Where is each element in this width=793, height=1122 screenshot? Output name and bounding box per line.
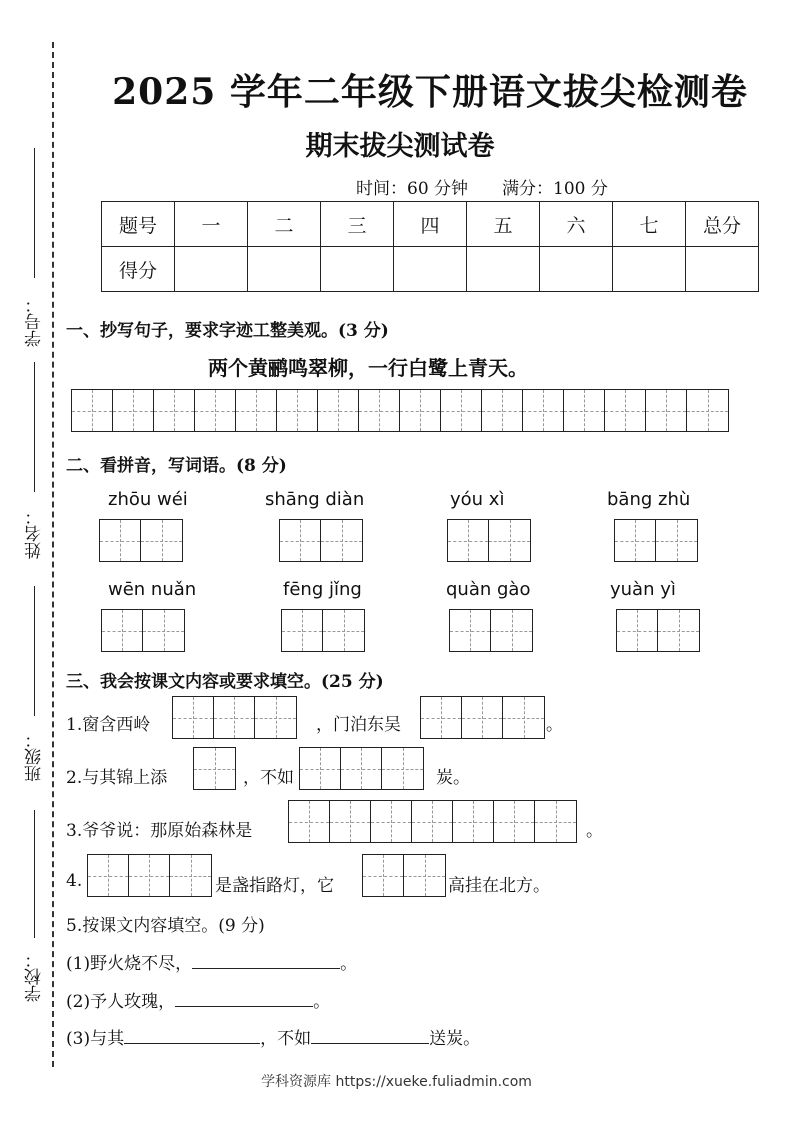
writing-cell[interactable]: [154, 390, 195, 431]
score-header-cell: 六: [540, 202, 613, 247]
section1-heading: 一、抄写句子，要求字迹工整美观。(3 分): [66, 321, 389, 341]
writing-cell[interactable]: [489, 520, 530, 561]
word-grid[interactable]: [279, 519, 363, 562]
score-row-label: 得分: [102, 247, 175, 292]
writing-cell[interactable]: [462, 697, 503, 738]
writing-cell[interactable]: [371, 801, 412, 842]
writing-cell[interactable]: [400, 390, 441, 431]
q5-1-text: (1)野火烧不尽，: [66, 954, 193, 974]
q5-3-blank-b[interactable]: [311, 1026, 429, 1044]
q5-2-blank[interactable]: [175, 989, 313, 1007]
writing-cell[interactable]: [615, 520, 656, 561]
score-table-header-row: [102, 202, 759, 247]
writing-cell[interactable]: [141, 520, 182, 561]
score-input-cell[interactable]: [175, 247, 248, 292]
writing-cell[interactable]: [412, 801, 453, 842]
q5-2-end: 。: [313, 992, 331, 1012]
q5-3-mid: ，不如: [260, 1029, 312, 1049]
writing-cell[interactable]: [173, 697, 214, 738]
score-header-cell: 三: [321, 202, 394, 247]
class-line: [34, 586, 35, 716]
writing-cell[interactable]: [404, 855, 445, 896]
q2-text-c: 炭。: [436, 768, 470, 788]
q2-text-a: 2.与其锦上添: [66, 768, 168, 788]
exam-meta: [356, 174, 642, 199]
writing-cell[interactable]: [321, 520, 362, 561]
q5-1-end: 。: [340, 954, 358, 974]
writing-cell[interactable]: [129, 855, 170, 896]
q5-1-line: [66, 949, 357, 974]
class-label: 班级：: [25, 731, 45, 782]
score-input-cell[interactable]: [394, 247, 467, 292]
word-grid[interactable]: [447, 519, 531, 562]
school-line: [34, 810, 35, 938]
score-input-cell[interactable]: [613, 247, 686, 292]
pinyin-label: zhōu wéi: [108, 489, 188, 510]
q2-grid-b[interactable]: [299, 747, 424, 790]
writing-cell[interactable]: [450, 610, 491, 651]
score-header-cell: 一: [175, 202, 248, 247]
writing-cell[interactable]: [323, 610, 364, 651]
footer-source: 学科资源库 https://xueke.fuliadmin.com: [261, 1074, 532, 1090]
score-header-cell: 五: [467, 202, 540, 247]
writing-cell[interactable]: [491, 610, 532, 651]
score-table-score-row: [102, 247, 759, 292]
writing-cell[interactable]: [441, 390, 482, 431]
writing-cell[interactable]: [300, 748, 341, 789]
writing-cell[interactable]: [494, 801, 535, 842]
q5-3-line: [66, 1024, 480, 1049]
score-input-cell[interactable]: [467, 247, 540, 292]
word-grid[interactable]: [99, 519, 183, 562]
q5-3-blank-a[interactable]: [124, 1026, 260, 1044]
writing-cell[interactable]: [72, 390, 113, 431]
writing-cell[interactable]: [448, 520, 489, 561]
writing-cell[interactable]: [277, 390, 318, 431]
writing-cell[interactable]: [318, 390, 359, 431]
q3-text-b: 。: [586, 821, 603, 841]
q1-text-a: 1.窗含西岭: [66, 715, 151, 735]
word-grid[interactable]: [449, 609, 533, 652]
name-line: [34, 362, 35, 492]
copy-sentence: 两个黄鹂鸣翠柳，一行白鹭上青天。: [208, 356, 528, 380]
q3-grid[interactable]: [288, 800, 577, 843]
section3-heading: 三、我会按课文内容或要求填空。(25 分): [66, 672, 384, 692]
writing-cell[interactable]: [194, 748, 235, 789]
writing-cell[interactable]: [143, 610, 184, 651]
section2-heading: 二、看拼音，写词语。(8 分): [66, 456, 287, 476]
writing-cell[interactable]: [687, 390, 728, 431]
pinyin-label: bāng zhù: [607, 489, 691, 510]
writing-cell[interactable]: [282, 610, 323, 651]
score-header-cell: 总分: [686, 202, 759, 247]
q1-grid-a[interactable]: [172, 696, 297, 739]
q5-2-text: (2)予人玫瑰，: [66, 992, 176, 1012]
writing-cell[interactable]: [236, 390, 277, 431]
q5-3-text: (3)与其: [66, 1029, 125, 1049]
writing-cell[interactable]: [363, 855, 404, 896]
writing-cell[interactable]: [482, 390, 523, 431]
writing-cell[interactable]: [255, 697, 296, 738]
pinyin-label: yóu xì: [450, 489, 505, 510]
q5-heading: 5.按课文内容填空。(9 分): [66, 916, 265, 936]
score-header-cell: 七: [613, 202, 686, 247]
q1-text-b: ，门泊东吴: [316, 715, 401, 735]
writing-cell[interactable]: [102, 610, 143, 651]
pinyin-label: wēn nuǎn: [108, 579, 197, 600]
writing-cell[interactable]: [523, 390, 564, 431]
score-table: [101, 201, 759, 292]
q4-text-c: 高挂在北方。: [448, 876, 550, 896]
q5-3-end: 送炭。: [429, 1029, 481, 1049]
full-score: 满分：100 分: [502, 179, 608, 199]
writing-cell[interactable]: [503, 697, 544, 738]
writing-cell[interactable]: [535, 801, 576, 842]
q4-grid-a[interactable]: [87, 854, 212, 897]
copy-writing-grid[interactable]: [71, 389, 729, 432]
score-input-cell[interactable]: [321, 247, 394, 292]
writing-cell[interactable]: [656, 520, 697, 561]
score-header-cell: 四: [394, 202, 467, 247]
school-label: 学校：: [25, 951, 45, 1002]
writing-cell[interactable]: [195, 390, 236, 431]
writing-cell[interactable]: [88, 855, 129, 896]
score-input-cell[interactable]: [540, 247, 613, 292]
binding-dashed-line: [52, 42, 54, 1067]
q5-1-blank[interactable]: [192, 951, 340, 969]
pinyin-label: yuàn yì: [610, 579, 676, 600]
writing-cell[interactable]: [421, 697, 462, 738]
score-header-cell: 二: [248, 202, 321, 247]
writing-cell[interactable]: [341, 748, 382, 789]
writing-cell[interactable]: [617, 610, 658, 651]
q2-grid-a[interactable]: [193, 747, 236, 790]
word-grid[interactable]: [101, 609, 185, 652]
score-input-cell[interactable]: [686, 247, 759, 292]
writing-cell[interactable]: [564, 390, 605, 431]
q2-text-b: ，不如: [243, 768, 294, 788]
writing-cell[interactable]: [170, 855, 211, 896]
writing-cell[interactable]: [100, 520, 141, 561]
q4-grid-b[interactable]: [362, 854, 446, 897]
name-label: 姓名：: [25, 508, 45, 559]
word-grid[interactable]: [616, 609, 700, 652]
q1-grid-b[interactable]: [420, 696, 545, 739]
word-grid[interactable]: [281, 609, 365, 652]
exam-subtitle: 期末拔尖测试卷: [305, 131, 495, 162]
pinyin-label: shāng diàn: [265, 489, 365, 510]
student-no-line: [34, 148, 35, 278]
score-header-cell: 题号: [102, 202, 175, 247]
score-input-cell[interactable]: [248, 247, 321, 292]
writing-cell[interactable]: [605, 390, 646, 431]
writing-cell[interactable]: [330, 801, 371, 842]
writing-cell[interactable]: [289, 801, 330, 842]
word-grid[interactable]: [614, 519, 698, 562]
q3-text-a: 3.爷爷说：那原始森林是: [66, 821, 253, 841]
writing-cell[interactable]: [382, 748, 423, 789]
time-limit: 时间：60 分钟: [356, 179, 469, 199]
pinyin-label: quàn gào: [446, 579, 531, 600]
q5-2-line: [66, 987, 330, 1012]
writing-cell[interactable]: [646, 390, 687, 431]
writing-cell[interactable]: [359, 390, 400, 431]
writing-cell[interactable]: [214, 697, 255, 738]
q4-text-a: 4.: [66, 871, 83, 891]
q4-text-b: 是盏指路灯，它: [215, 876, 334, 896]
writing-cell[interactable]: [658, 610, 699, 651]
writing-cell[interactable]: [453, 801, 494, 842]
pinyin-label: fēng jǐng: [283, 579, 362, 600]
writing-cell[interactable]: [280, 520, 321, 561]
student-no-label: 学号：: [25, 296, 45, 347]
writing-cell[interactable]: [113, 390, 154, 431]
q1-text-c: 。: [546, 715, 563, 735]
exam-title: 2025 学年二年级下册语文拔尖检测卷: [112, 71, 748, 113]
